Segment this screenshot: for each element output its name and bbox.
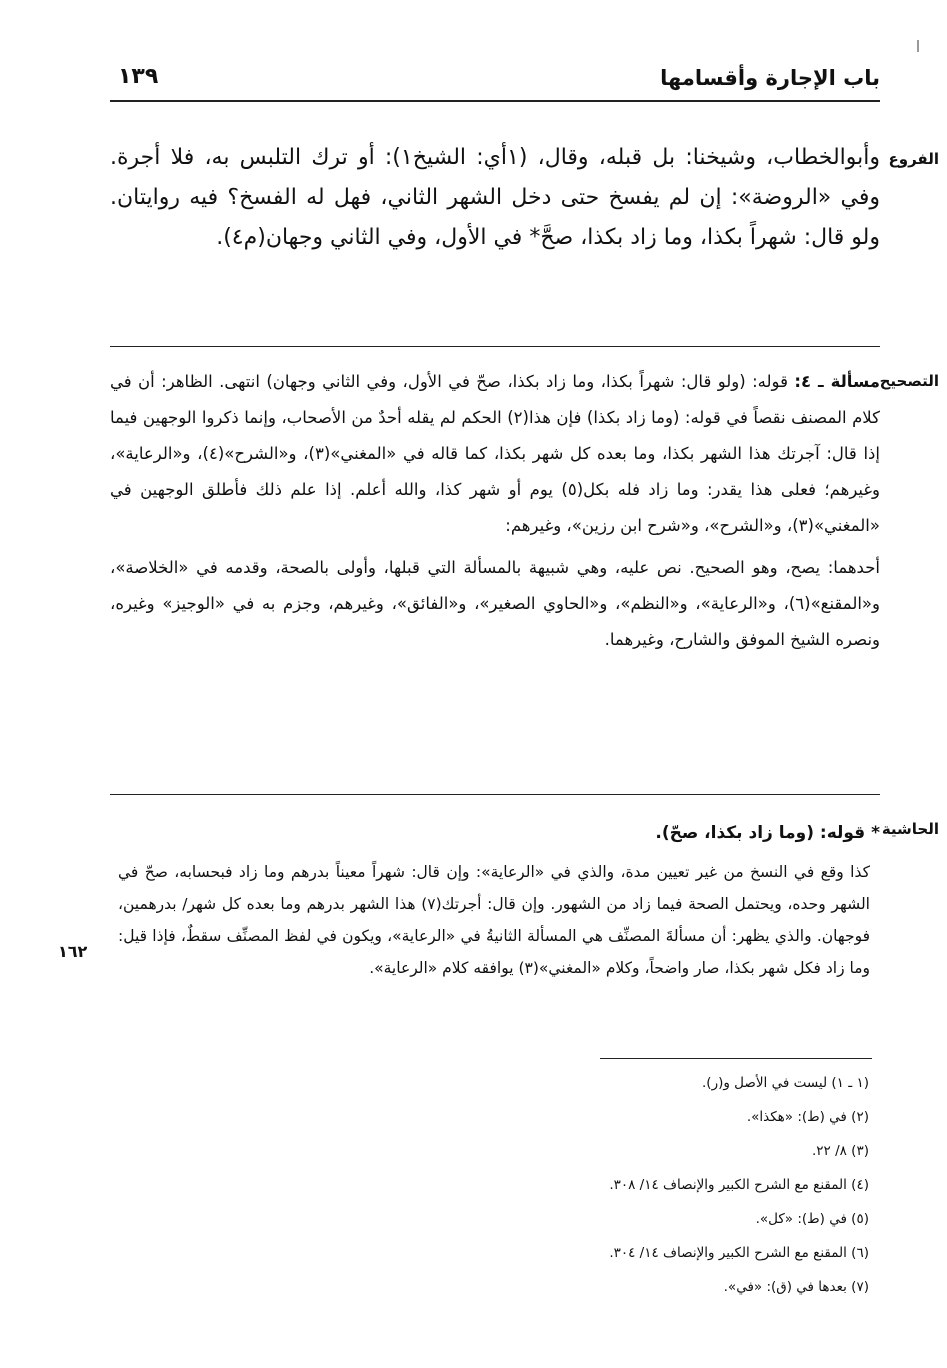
main-text: وأبوالخطاب، وشيخنا: بل قبله، وقال، (١أي: الشيخ١): أو ترك التلبس به، فلا أجرة. وفي «الروضة»: إن لم يفسخ حتى دخل الشهر الثاني، فهل له الفسخ؟ فيه روايتان. ولو قال: شهراً بكذا، وما زاد بكذا، صحَّ* في الأول، وفي الثاني وجهان(م٤).	[110, 145, 880, 250]
tashih-paragraph-2: أحدهما: يصح، وهو الصحيح. نص عليه، وهي شبيهة بالمسألة التي قبلها، وأولى بالصحة، وقدمه في «الخلاصة»، و«المقنع»(٦)، و«الرعاية»، و«النظم»، و«الحاوي الصغير»، و«الفائق»، وغيرهم، وجزم به في «الوجيز» وغيره، ونصره الشيخ الموفق والشارح، وغيرهما.	[110, 558, 880, 649]
section-rule-1	[110, 346, 880, 347]
header-rule	[110, 100, 880, 102]
masala-lead: مسألة ـ ٤:	[794, 372, 880, 391]
tashih-section	[110, 364, 880, 784]
footnote: (١ ـ ١) ليست في الأصل و(ر).	[702, 1075, 869, 1091]
hashiya-heading: * قوله: (وما زاد بكذا، صحّ).	[655, 823, 880, 843]
furu-label: الفروع	[888, 150, 939, 168]
hashiya-label: الحاشية	[881, 820, 939, 838]
margin-page-number: ١٦٢	[58, 942, 88, 961]
tashih-text-1: قوله: (ولو قال: شهراً بكذا، وما زاد بكذا، صحّ في الأول، وفي الثاني وجهان) انتهى. الظاهر: أن في كلام المصنف نقصاً في قوله: (وما زاد بكذا) فإن هذا(٢) الحكم لم يقله أحدٌ من الأصحاب، وإنما ذكروا الوجهين فيما إذا قال: آجرتك هذا الشهر بكذا، وما بعده كل شهر بكذا، كما قاله في «المغني»(٣)، و«الشرح»(٤)، و«الرعاية»، وغيرهم؛ فعلى هذا يقدر: وما زاد فله بكل(٥) يوم أو شهر كذا، والله أعلم. إذا علم ذلك فأطلق الوجهين في «المغني»(٣)، و«الشرح»، و«شرح ابن رزين»، وغيرهم:	[110, 372, 881, 535]
footnote: (٧) بعدها في (ق): «في».	[723, 1279, 869, 1295]
footnote: (٥) في (ط): «كل».	[755, 1211, 869, 1227]
footnote: (٤) المقنع مع الشرح الكبير والإنصاف ١٤/ ٣٠٨.	[609, 1177, 869, 1193]
page-header	[110, 62, 880, 96]
scan-mark	[917, 40, 919, 52]
page-number: ١٣٩	[118, 64, 159, 89]
footnote-rule	[600, 1058, 872, 1059]
footnote: (٢) في (ط): «هكذا».	[746, 1109, 869, 1125]
tashih-label: التصحيح	[879, 372, 939, 390]
section-rule-2	[110, 794, 880, 795]
tashih-paragraph-1	[110, 364, 880, 544]
footnote: (٦) المقنع مع الشرح الكبير والإنصاف ١٤/ ٣٠٤.	[609, 1245, 869, 1261]
hashiya-body: كذا وقع في النسخ من غير تعيين مدة، والذي في «الرعاية»: وإن قال: شهراً معيناً بدرهم وما زاد فبحسابه، صحّ في الشهر وحده، ويحتمل الصحة فيما زاد من الشهور. وإن قال: أجرتك(٧) هذا الشهر بدرهم وما بعده كل شهر/ بدرهمين، فوجهان. والذي يظهر: أن مسألةَ المصنِّف هي المسألة الثانيةُ في «الرعاية»، ويكون في لفظ المصنِّف سقطٌ، فإذا قيل: وما زاد فكل شهر بكذا، صار واضحاً، وكلام «المغني»(٣) يوافقه كلام «الرعاية».	[118, 863, 870, 977]
chapter-title: باب الإجارة وأقسامها	[660, 66, 880, 90]
footnote: (٣) ٨/ ٢٢.	[811, 1143, 869, 1159]
footnotes	[169, 1066, 869, 1304]
